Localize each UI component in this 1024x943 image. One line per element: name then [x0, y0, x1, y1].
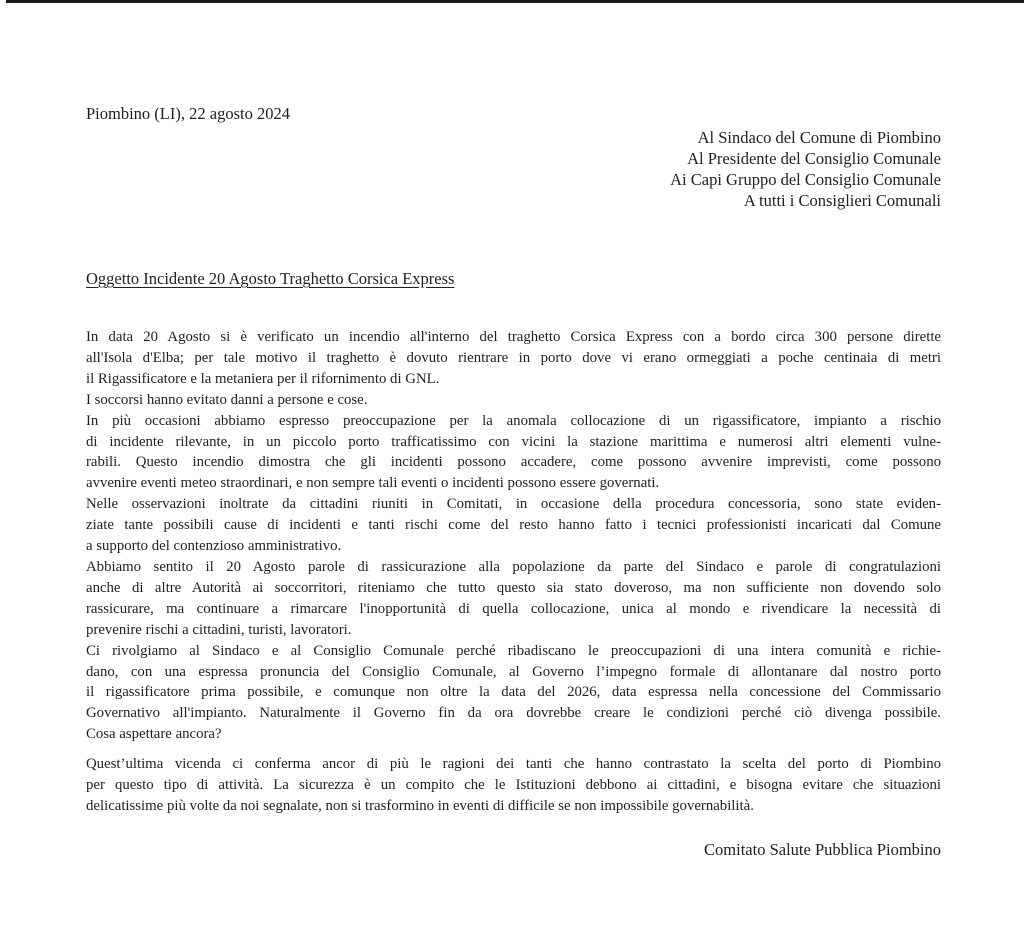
- body-paragraph: [86, 754, 941, 817]
- body-line: il rigassificatore prima possibile, e comunque non oltre la data del 2026, data espressa nella concessione del Commissario: [86, 684, 941, 701]
- signature-line: Comitato Salute Pubblica Piombino: [704, 839, 941, 859]
- body-paragraph: [86, 327, 941, 390]
- body-line: Governativo all'impianto. Naturalmente il Governo fin da ora dovrebbe creare le condizioni perché ciò divenga possibile.: [86, 705, 941, 722]
- body-line: Cosa aspettare ancora?: [86, 726, 222, 743]
- subject-line: Oggetto Incidente 20 Agosto Traghetto Corsica Express: [86, 269, 455, 288]
- body-line: dano, con una espressa pronuncia del Consiglio Comunale, al Governo l’impegno formale di allontanare dal nostro porto: [86, 663, 941, 680]
- body-line: il Rigassificatore e la metaniera per il rifornimento di GNL.: [86, 370, 440, 387]
- body-line: prevenire rischi a cittadini, turisti, lavoratori.: [86, 621, 352, 638]
- body-line: In data 20 Agosto si è verificato un incendio all'interno del traghetto Corsica Express con a bordo circa 300 persone dirette: [86, 329, 941, 345]
- body-line: In più occasioni abbiamo espresso preoccupazione per la anomala collocazione di un rigassificatore, impianto a rischio: [86, 412, 941, 429]
- body-paragraph: [86, 494, 941, 557]
- recipient-line: Al Presidente del Consiglio Comunale: [687, 149, 941, 168]
- body-line: rassicurare, ma continuare a rimarcare l'inopportunità di quella collocazione, unica al mondo e rivendicare la necessità di: [86, 600, 941, 617]
- body-line: Nelle osservazioni inoltrate da cittadini riuniti in Comitati, in occasione della procedura concessoria, sono state eviden-: [86, 496, 941, 513]
- recipient-line: Ai Capi Gruppo del Consiglio Comunale: [670, 170, 941, 189]
- body-paragraph: [86, 390, 941, 411]
- letter-date: Piombino (LI), 22 agosto 2024: [86, 104, 290, 123]
- body-line: rabili. Questo incendio dimostra che gli incidenti possono accadere, come possono avvenire imprevisti, come possono: [86, 454, 941, 471]
- body-line: avvenire eventi meteo straordinari, e non sempre tali eventi o incidenti possono essere governati.: [86, 475, 660, 492]
- letter-body: [86, 327, 941, 817]
- body-line: Ci rivolgiamo al Sindaco e al Consiglio Comunale perché ribadiscano le preoccupazioni di una intera comunità e richie-: [86, 642, 941, 659]
- body-line: Quest’ultima vicenda ci conferma ancor di più le ragioni dei tanti che hanno contrastato la scelta del porto di Piombino: [86, 756, 941, 773]
- recipients-block: [86, 127, 941, 211]
- body-line: all'Isola d'Elba; per tale motivo il traghetto è dovuto rientrare in porto dove vi erano ormeggiati a poche centinaia di metri: [86, 349, 941, 366]
- body-line: Abbiamo sentito il 20 Agosto parole di rassicurazione alla popolazione da parte del Sindaco e parole di congratulazioni: [86, 558, 941, 575]
- body-paragraph: [86, 641, 941, 746]
- body-line: a supporto del contenzioso amministrativo.: [86, 538, 342, 555]
- body-line: I soccorsi hanno evitato danni a persone e cose.: [86, 391, 368, 408]
- body-line: ziate tante possibili cause di incidenti e tanti rischi come del resto hanno fatto i tecnici professionisti incaricati dal Comune: [86, 517, 941, 534]
- body-paragraph: [86, 411, 941, 495]
- body-paragraph: [86, 557, 941, 641]
- recipient-line: Al Sindaco del Comune di Piombino: [697, 128, 941, 147]
- letter-content: [86, 0, 941, 860]
- recipient-line: A tutti i Consiglieri Comunali: [743, 191, 941, 210]
- body-line: per questo tipo di attività. La sicurezza è un compito che le Istituzioni debbono ai cittadini, e bisogna evitare che situazioni: [86, 777, 941, 794]
- body-line: anche di altre Autorità ai soccorritori, riteniamo che tutto questo sia stato doveroso, ma non sufficiente non dovendo solo: [86, 579, 941, 596]
- body-line: di incidente rilevante, in un piccolo porto trafficatissimo con vicini la stazione marittima e numerosi altri elementi vulne-: [86, 433, 941, 450]
- body-line: delicatissime più volte da noi segnalate, non si trasformino in eventi di difficile se non impossibile governabilità.: [86, 797, 754, 814]
